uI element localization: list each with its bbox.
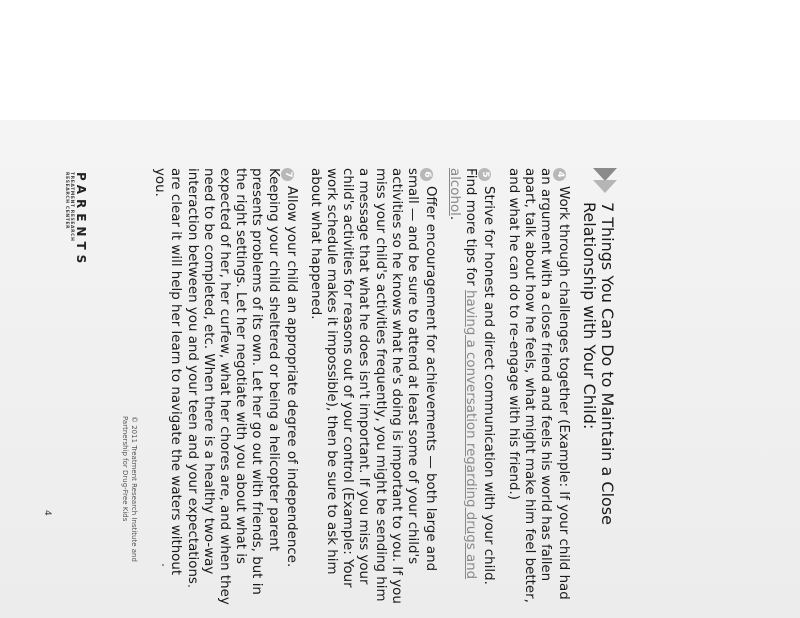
item-text-end: . (447, 215, 463, 221)
list-item (504, 168, 571, 608)
double-arrow-icon (592, 168, 618, 196)
number-bullet-icon: 6 (420, 168, 433, 181)
number-bullet-icon: 5 (478, 168, 491, 181)
number-bullet-icon: 7 (281, 168, 294, 181)
footer-line-2: Partnership for Drug-Free Kids (121, 416, 130, 522)
page-number: 4 (42, 510, 52, 516)
item-text: Strive for honest and direct communication with your child. Find more tips for (463, 168, 497, 585)
logo-sub-text-2: RESEARCH CENTER (64, 172, 69, 230)
number-bullet-icon: 4 (553, 168, 566, 181)
scan-speck (188, 585, 190, 587)
scan-speck (162, 564, 164, 566)
drugs-alcohol-link[interactable]: having a conversation regarding drugs and alcohol (447, 168, 479, 580)
item-text: Allow your child an appropriate degree of independence. Keeping your child sheltered or being a helicopter parent presents problems of its own. Let her go out with friends, but in the right settings. Let her negotiate with you about what is expected of her, her curfew, what her chores are, and when they need to be completed, etc. When there is a healthy two-way interaction between you and your teen and your expectations are clear it will help her learn to navigate the waters without you. (152, 168, 299, 605)
copyright-footer (121, 416, 138, 616)
list-item (446, 168, 496, 608)
document-body (143, 168, 618, 608)
list-item (151, 168, 299, 608)
parents-logo (64, 172, 88, 322)
logo-main-text: PARENTS (74, 172, 88, 269)
title-row (580, 168, 618, 608)
document-title: 7 Things You Can Do to Maintain a Close Relationship with Your Child: (580, 202, 617, 525)
item-text: Offer encouragement for achievements — both large and small — and be sure to attend at least some of your child's activities so he knows what he's doing is important to you. If you miss your child's activities frequently, you might be sending him a message that what he does isn't important. If you miss your child's activities for reasons out of your control (Example: Your work schedule makes it impossible), then be sure to ask him about what happened. (307, 168, 438, 604)
footer-line-1: © 2011 Treatment Research Institute and (130, 416, 138, 562)
item-text: Work through challenges together (Example: If your child had an argument with a close friend and feels his world has fallen apart, talk about how he feels, what might make him feel better, and what he can do to re-engage with his friend.) (505, 168, 571, 603)
logo-sub-text-1: TREATMENT RESEARCH (69, 172, 74, 242)
list-item (307, 168, 438, 608)
